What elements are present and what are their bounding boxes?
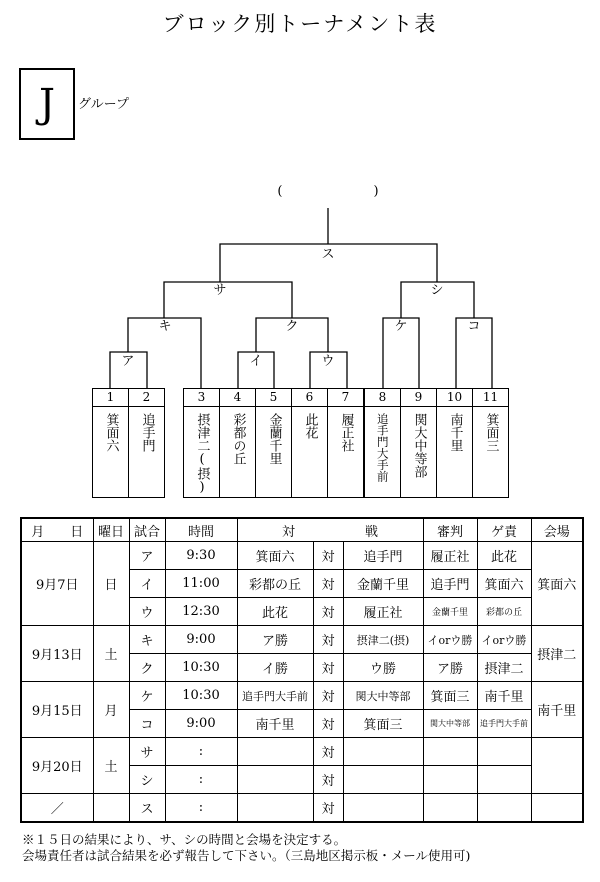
match-cell: ス	[129, 794, 165, 823]
home-team-cell: 箕面六	[237, 542, 313, 570]
match-cell: サ	[129, 738, 165, 766]
time-cell: 9:00	[165, 626, 237, 654]
home-team-cell: 此花	[237, 598, 313, 626]
home-team-cell: 南千里	[237, 710, 313, 738]
gate-cell	[477, 738, 531, 766]
date-cell: ／	[21, 794, 93, 823]
group-letter-box: J	[19, 68, 75, 140]
time-cell: 10:30	[165, 682, 237, 710]
gate-cell	[477, 766, 531, 794]
team-number: 10	[437, 389, 472, 407]
home-team-cell	[237, 738, 313, 766]
away-team-cell: 追手門	[343, 542, 423, 570]
team-slot	[436, 388, 473, 498]
team-name: 追手門大手前	[375, 413, 390, 482]
footnote-line: ※１５日の結果により、サ、シの時間と会場を決定する。	[22, 832, 347, 847]
team-name: 彩都の丘	[230, 413, 246, 465]
gate-cell: 南千里	[477, 682, 531, 710]
team-list	[92, 388, 508, 498]
team-slot	[92, 388, 129, 498]
footnote-line: 会場責任者は試合結果を必ず報告して下さい。（三島地区掲示板・メール使用可)	[22, 848, 471, 863]
team-name: 摂津二(摂)	[194, 413, 210, 495]
page-title: ブロック別トーナメント表	[162, 12, 438, 36]
gate-cell: 箕面六	[477, 570, 531, 598]
referee-cell	[423, 766, 477, 794]
away-team-cell	[343, 766, 423, 794]
match-cell: ア	[129, 542, 165, 570]
header-day: 曜日	[93, 518, 129, 542]
referee-cell: 履正社	[423, 542, 477, 570]
match-cell: ケ	[129, 682, 165, 710]
referee-cell: 関大中等部	[423, 710, 477, 738]
vs-cell: 対	[313, 626, 343, 654]
referee-cell	[423, 738, 477, 766]
date-cell: 9月20日	[21, 738, 93, 794]
team-number: 6	[292, 389, 327, 407]
time-cell: :	[165, 738, 237, 766]
vs-cell: 対	[313, 766, 343, 794]
venue-cell	[531, 738, 583, 794]
match-cell: ク	[129, 654, 165, 682]
referee-cell: イorウ勝	[423, 626, 477, 654]
time-cell: 9:00	[165, 710, 237, 738]
tournament-bracket	[0, 0, 600, 400]
team-name: 関大中等部	[411, 413, 427, 478]
time-cell: 11:00	[165, 570, 237, 598]
team-name: 箕面六	[103, 413, 119, 452]
gate-cell: 彩都の丘	[477, 598, 531, 626]
header-matchup	[237, 518, 423, 542]
gate-cell: 追手門大手前	[477, 710, 531, 738]
team-name: 此花	[302, 413, 318, 439]
match-cell: キ	[129, 626, 165, 654]
match-cell: ウ	[129, 598, 165, 626]
team-name: 南千里	[447, 413, 463, 452]
gate-cell: 摂津二	[477, 654, 531, 682]
team-slot	[219, 388, 256, 498]
team-number: 2	[129, 389, 164, 407]
gate-cell: イorウ勝	[477, 626, 531, 654]
node-u: ウ	[321, 354, 335, 369]
vs-cell: 対	[313, 738, 343, 766]
node-ko: コ	[467, 319, 481, 334]
referee-cell: ア勝	[423, 654, 477, 682]
day-cell: 月	[93, 682, 129, 738]
header-time: 時間	[165, 518, 237, 542]
table-row	[21, 682, 583, 710]
home-team-cell: ア勝	[237, 626, 313, 654]
node-su: ス	[321, 247, 335, 262]
date-cell: 9月13日	[21, 626, 93, 682]
final-label: ( )	[277, 184, 379, 199]
time-cell: 10:30	[165, 654, 237, 682]
header-referee: 審判	[423, 518, 477, 542]
vs-cell: 対	[313, 570, 343, 598]
vs-cell: 対	[313, 710, 343, 738]
team-number: 8	[365, 389, 400, 407]
node-ki: キ	[158, 319, 172, 334]
team-name: 金蘭千里	[266, 413, 282, 465]
table-row	[21, 794, 583, 823]
time-cell: :	[165, 766, 237, 794]
time-cell: :	[165, 794, 237, 823]
team-number: 9	[401, 389, 436, 407]
team-name: 履正社	[338, 413, 354, 452]
node-ku: ク	[285, 319, 299, 334]
team-number: 5	[256, 389, 291, 407]
team-slot	[291, 388, 328, 498]
match-cell: シ	[129, 766, 165, 794]
away-team-cell: 関大中等部	[343, 682, 423, 710]
match-cell: イ	[129, 570, 165, 598]
group-label: グループ	[78, 97, 129, 112]
schedule-table	[20, 517, 584, 823]
table-header-row	[21, 518, 583, 542]
team-slot	[472, 388, 509, 498]
table-row	[21, 542, 583, 570]
home-team-cell	[237, 794, 313, 823]
home-team-cell	[237, 766, 313, 794]
header-match: 試合	[129, 518, 165, 542]
gate-cell	[477, 794, 531, 823]
home-team-cell: 彩都の丘	[237, 570, 313, 598]
match-cell: コ	[129, 710, 165, 738]
day-cell	[93, 794, 129, 823]
team-name: 追手門	[139, 413, 155, 452]
team-number: 7	[328, 389, 363, 407]
venue-cell: 箕面六	[531, 542, 583, 626]
venue-cell	[531, 794, 583, 823]
home-team-cell: 追手門大手前	[237, 682, 313, 710]
home-team-cell: イ勝	[237, 654, 313, 682]
date-cell: 9月15日	[21, 682, 93, 738]
vs-cell: 対	[313, 542, 343, 570]
vs-cell: 対	[313, 598, 343, 626]
team-slot	[183, 388, 220, 498]
header-date: 月 日	[21, 518, 93, 542]
day-cell: 日	[93, 542, 129, 626]
date-cell: 9月7日	[21, 542, 93, 626]
referee-cell: 追手門	[423, 570, 477, 598]
team-number: 11	[473, 389, 508, 407]
day-cell: 土	[93, 738, 129, 794]
time-cell: 9:30	[165, 542, 237, 570]
day-cell: 土	[93, 626, 129, 682]
node-shi: シ	[430, 283, 444, 298]
vs-cell: 対	[313, 794, 343, 823]
away-team-cell: 金蘭千里	[343, 570, 423, 598]
header-gate: ゲ責	[477, 518, 531, 542]
away-team-cell: ウ勝	[343, 654, 423, 682]
referee-cell: 箕面三	[423, 682, 477, 710]
footnotes	[22, 832, 470, 864]
team-slot	[400, 388, 437, 498]
vs-cell: 対	[313, 682, 343, 710]
team-number: 4	[220, 389, 255, 407]
away-team-cell	[343, 738, 423, 766]
vs-cell: 対	[313, 654, 343, 682]
away-team-cell: 履正社	[343, 598, 423, 626]
gate-cell: 此花	[477, 542, 531, 570]
table-row	[21, 738, 583, 766]
team-slot	[327, 388, 364, 498]
away-team-cell: 摂津二(摂)	[343, 626, 423, 654]
node-sa: サ	[213, 283, 227, 298]
team-slot	[128, 388, 165, 498]
team-slot	[364, 388, 401, 498]
referee-cell	[423, 794, 477, 823]
header-vs-left: 対	[281, 524, 295, 540]
time-cell: 12:30	[165, 598, 237, 626]
header-venue: 会場	[531, 518, 583, 542]
referee-cell: 金蘭千里	[423, 598, 477, 626]
away-team-cell: 箕面三	[343, 710, 423, 738]
table-row	[21, 626, 583, 654]
away-team-cell	[343, 794, 423, 823]
team-number: 3	[184, 389, 219, 407]
team-name: 箕面三	[483, 413, 499, 452]
venue-cell: 摂津二	[531, 626, 583, 682]
header-vs-right: 戦	[365, 524, 379, 540]
node-i: イ	[249, 354, 263, 369]
node-a: ア	[121, 354, 135, 369]
venue-cell: 南千里	[531, 682, 583, 738]
node-ke: ケ	[394, 319, 408, 334]
team-number: 1	[93, 389, 128, 407]
team-slot	[255, 388, 292, 498]
